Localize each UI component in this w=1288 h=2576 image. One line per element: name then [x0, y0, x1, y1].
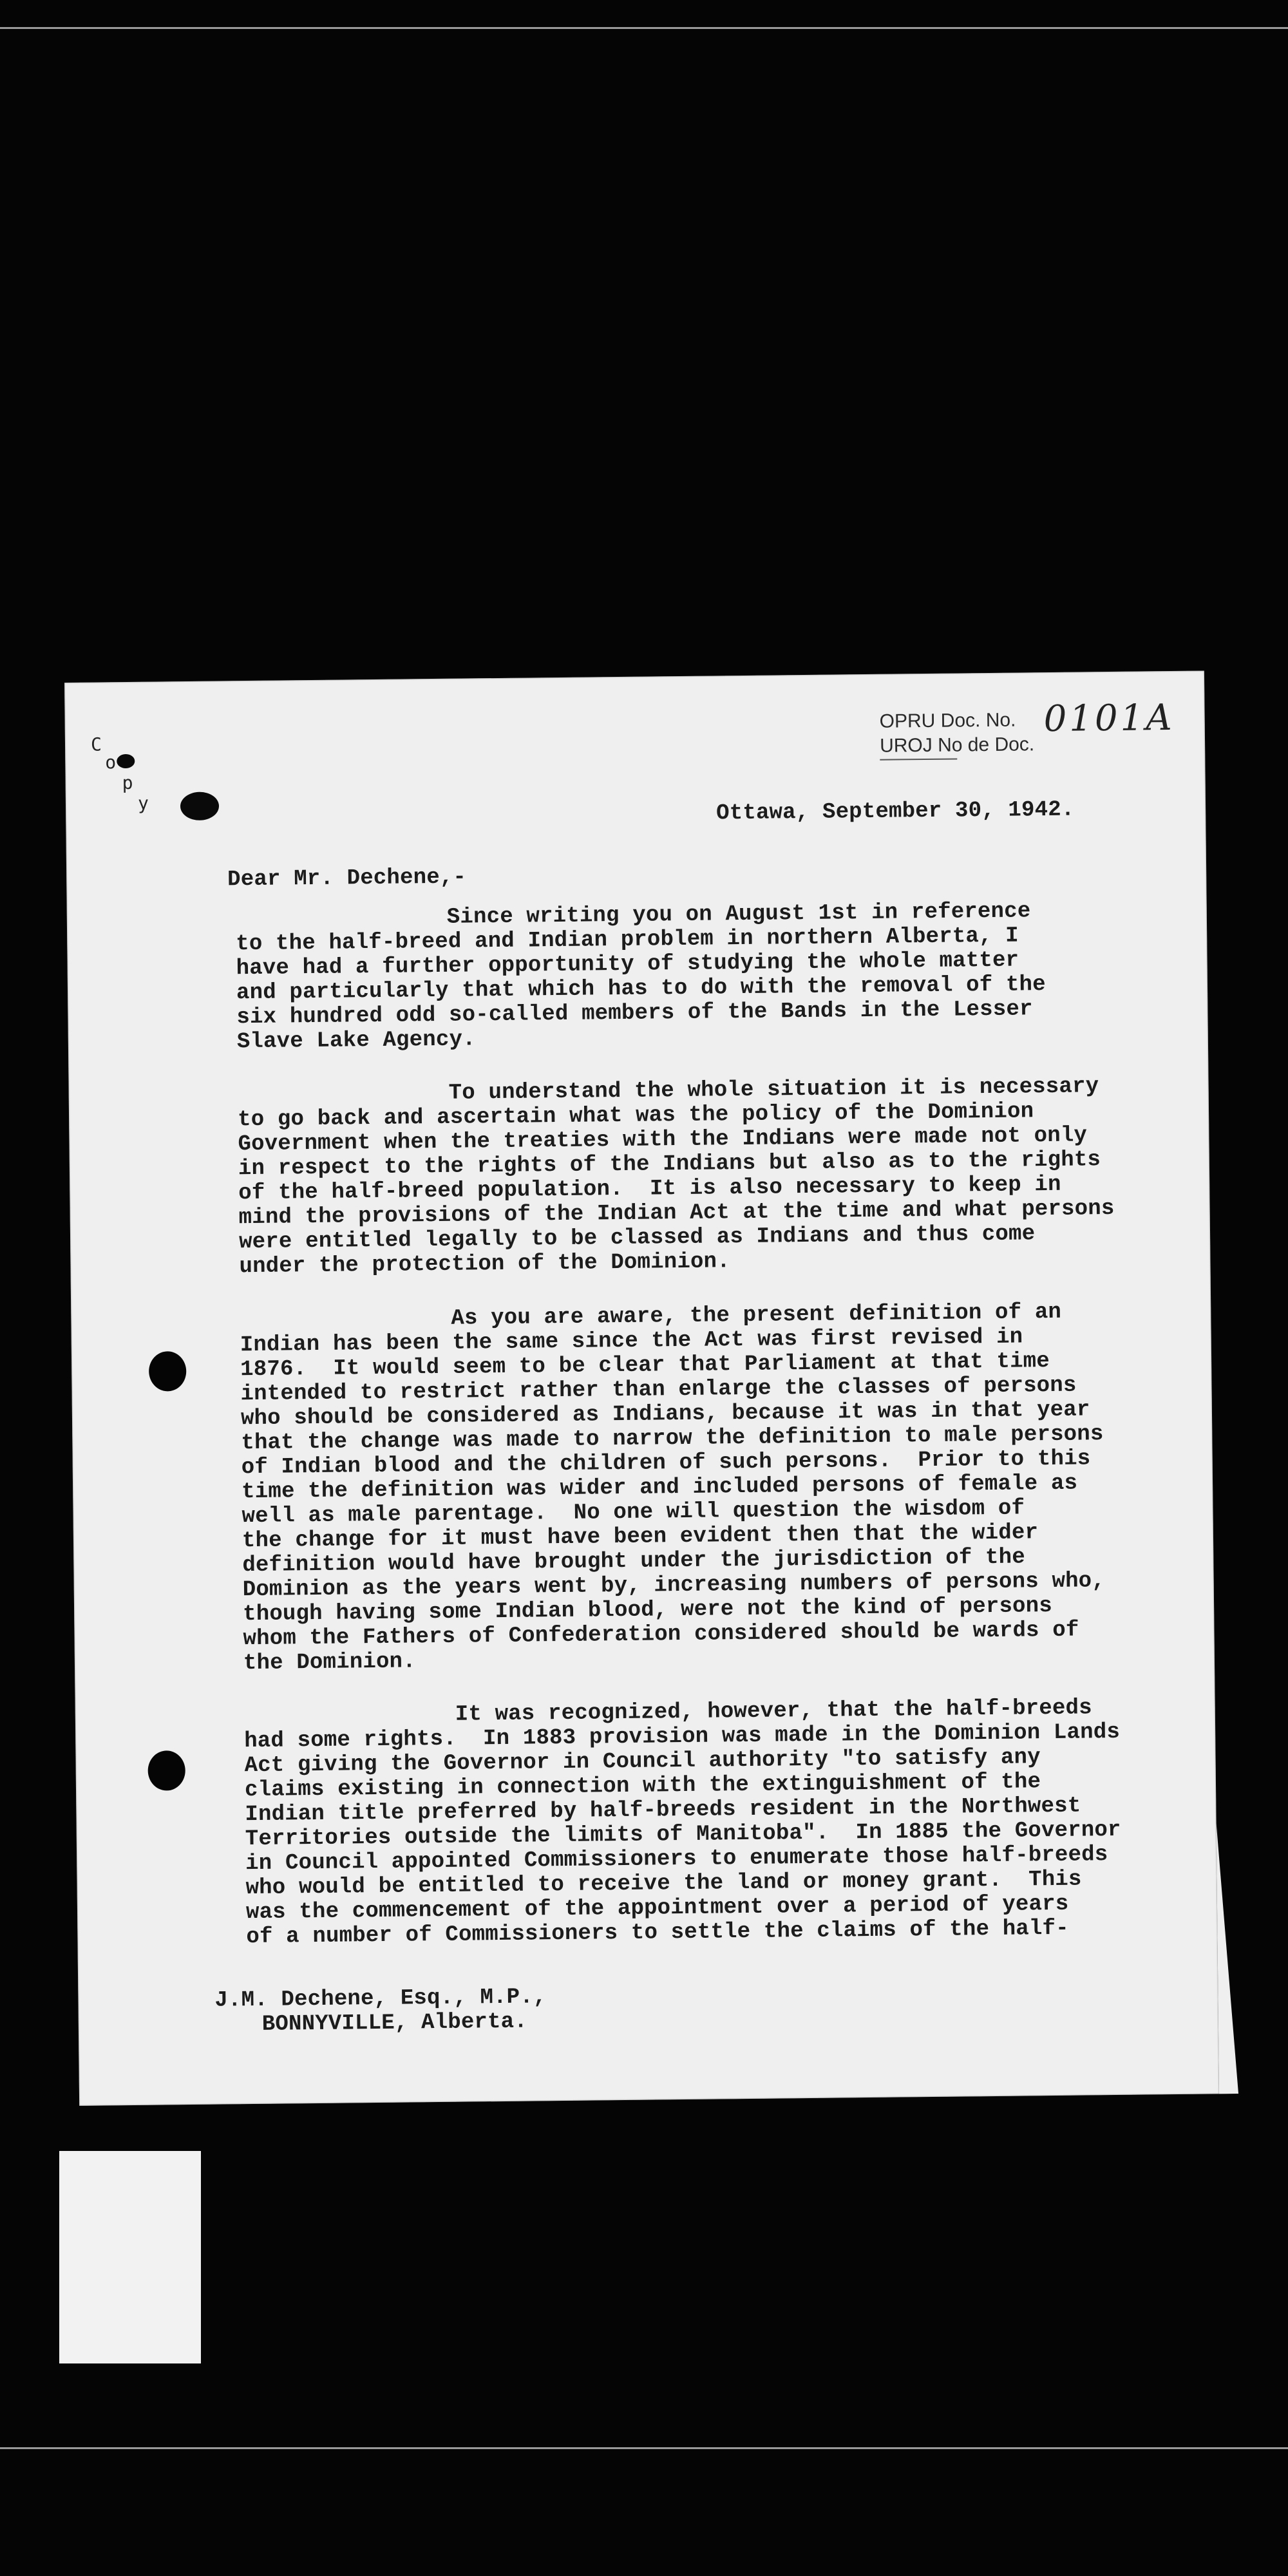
body-line: have had a further opportunity of studying the whole matter [236, 948, 1019, 981]
stamp-underline [880, 758, 957, 760]
body-line: had some rights. In 1883 provision was made in the Dominion Lands [244, 1719, 1121, 1754]
addressee-name: J.M. Dechene, Esq., M.P., [214, 1985, 547, 2013]
body-line: well as male parentage. No one will question the wisdom of [242, 1496, 1025, 1530]
body-line: in Council appointed Commissioners to enumerate those half-breeds [245, 1842, 1108, 1877]
body-line: time the definition was wider and included persons of female as [241, 1471, 1078, 1505]
copy-mark-c: C [90, 734, 102, 755]
body-line: who would be entitled to receive the land or money grant. This [245, 1867, 1082, 1901]
body-line: that the change was made to narrow the definition to male persons [241, 1422, 1104, 1456]
film-edge-bottom [0, 2447, 1288, 2449]
body-line: of the half-breed population. It is also necessary to keep in [238, 1172, 1061, 1206]
body-line: to go back and ascertain what was the policy of the Dominion [237, 1099, 1034, 1133]
body-line: Indian title preferred by half-breeds resident in the Northwest [245, 1794, 1081, 1828]
body-line: the change for it must have been evident then that the wider [242, 1520, 1039, 1554]
addressee-location: BONNYVILLE, Alberta. [261, 2009, 528, 2037]
body-line: to the half-breed and Indian problem in northern Alberta, I [236, 923, 1019, 957]
body-line: in respect to the rights of the Indians but also as to the rights [238, 1148, 1101, 1182]
stamp-line-2: UROJ No de Doc. [879, 734, 1035, 757]
handwritten-doc-number: 0101A [1043, 696, 1175, 741]
body-line: Territories outside the limits of Manitoba". In 1885 the Governor [245, 1817, 1121, 1852]
document-stamp [880, 708, 1035, 759]
body-line: Government when the treaties with the Indians were made not only [238, 1123, 1088, 1157]
body-line: was the commencement of the appointment over a period of years [245, 1891, 1069, 1926]
body-line: 1876. It would seem to be clear that Parliament at that time [240, 1349, 1050, 1383]
body-line: who should be considered as Indians, because it was in that year [240, 1397, 1090, 1432]
body-line: Act giving the Governor in Council authority "to satisfy any [244, 1745, 1041, 1779]
letter-page [64, 670, 1219, 2105]
punch-hole-upper [149, 1351, 187, 1392]
body-line: intended to restrict rather than enlarge the classes of persons [240, 1373, 1077, 1407]
ink-blot [180, 791, 219, 820]
body-line: It was recognized, however, that the half-breeds [455, 1696, 1092, 1727]
body-line: though having some Indian blood, were not the kind of persons [242, 1594, 1053, 1627]
body-line: Indian has been the same since the Act was first revised in [240, 1325, 1023, 1358]
ink-blot-small [117, 754, 135, 768]
body-line: definition would have brought under the jurisdiction of the [242, 1545, 1026, 1578]
copy-mark-y: y [137, 792, 149, 814]
body-line: Dominion as the years went by, increasing numbers of persons who, [242, 1569, 1106, 1603]
body-line: of a number of Commissioners to settle the claims of the half- [246, 1916, 1069, 1950]
body-line: To understand the whole situation it is necessary [448, 1074, 1099, 1106]
letter-date: Ottawa, September 30, 1942. [715, 797, 1075, 826]
body-line: Since writing you on August 1st in reference [446, 899, 1031, 930]
body-line: six hundred odd so-called members of the Bands in the Lesser [236, 997, 1033, 1030]
punch-hole-lower [147, 1750, 185, 1791]
film-label-card [59, 2151, 201, 2363]
copy-mark-p: p [122, 772, 133, 794]
stamp-line-1: OPRU Doc. No. [879, 709, 1016, 732]
body-line: and particularly that which has to do with the removal of the [236, 972, 1046, 1006]
body-line: As you are aware, the present definition of an [451, 1300, 1062, 1331]
body-line: mind the provisions of the Indian Act at the time and what persons [238, 1196, 1115, 1231]
body-line: the Dominion. [243, 1649, 416, 1676]
film-edge-top [0, 27, 1288, 29]
body-line: were entitled legally to be classed as Indians and thus come [238, 1222, 1036, 1255]
copy-mark-o: o [105, 752, 117, 773]
body-line: whom the Fathers of Confederation considered should be wards of [243, 1618, 1079, 1652]
body-line: claims existing in connection with the extinguishment of the [244, 1770, 1041, 1803]
salutation: Dear Mr. Dechene,- [227, 865, 467, 893]
body-line: under the protection of the Dominion. [239, 1249, 731, 1280]
body-line: Slave Lake Agency. [236, 1027, 476, 1055]
body-line: of Indian blood and the children of such persons. Prior to this [241, 1446, 1091, 1481]
